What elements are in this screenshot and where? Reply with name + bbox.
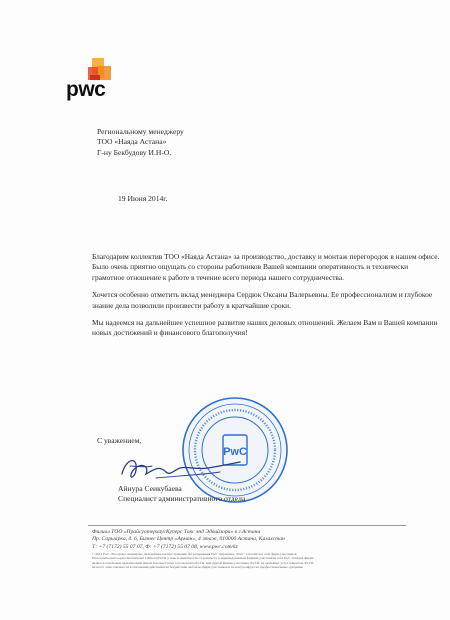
letter-date: 19 Июня 2014г. bbox=[118, 194, 168, 203]
signer-name: Айнура Сеикубаева bbox=[118, 484, 182, 493]
footer-contacts: Т: +7 (7172) 55 07 07, Ф: +7 (7172) 55 07 08, www.pwc.com/kz bbox=[92, 543, 238, 550]
footer-address bbox=[92, 529, 285, 551]
body-paragraph: Мы надеемся на дальнейшее успешное развитие наших деловых отношений. Желаем Вам и Вашей компании новых достижений и финансового благополучия! bbox=[92, 318, 438, 338]
footer-divider bbox=[88, 525, 406, 526]
body-paragraph: Хочется особенно отметить вклад менеджера Сердюк Оксаны Валерьевны. Ее профессионализм и глубокое знание дела позволили произвести работу в кратчайшие сроки. bbox=[92, 290, 433, 310]
legal-line: PricewaterhouseCoopers International Limited (PwCIL), или, в зависимости от контекста, к индивидуальным фирмам-участникам сети PwC. Каждая фирма bbox=[92, 556, 314, 561]
recipient-block bbox=[97, 127, 184, 158]
footer-legal-notice bbox=[92, 552, 412, 570]
footer-street: Пр. Сарыарка, д. 6, Бизнес Центр «Арман», 4 этаж, 010000 Астана, Казахстан bbox=[92, 536, 285, 543]
letter-body bbox=[92, 252, 440, 346]
signer-title: Специалист административного отдела bbox=[118, 494, 246, 503]
legal-line: является отдельным юридическим лицом и не выступает в роли агента PwCIL или другой фирмы-участника. PwCIL не оказывает услуг клиентам. PwCIL bbox=[92, 560, 315, 565]
recipient-position: Региональному менеджеру bbox=[97, 127, 184, 136]
recipient-company: ТОО «Наяда Астана» bbox=[97, 137, 167, 147]
handwritten-signature-icon bbox=[116, 448, 246, 488]
body-paragraph: Благодарим коллектив ТОО «Наяда Астана» за производство, доставку и монтаж перегородок в нашем офисе. Было очень приятно ощущать со стороны работников Вашей компании оперативность и технически грамотное отношение к работе в течение всего периода нашего сотрудничества. bbox=[92, 252, 440, 282]
recipient-name: Г-ну Бекбудову И.Н-О. bbox=[97, 147, 172, 157]
seal-center-text: PwC bbox=[223, 446, 247, 458]
logo-wordmark: pwc bbox=[66, 78, 106, 101]
legal-line: © 2012 PwC. Все права защищены. Дальнейшее распространение без разрешения PwC запрещено. "PwC" относится к сети фирм-участников bbox=[92, 552, 297, 556]
closing-phrase: С уважением, bbox=[97, 436, 142, 445]
signer-block bbox=[118, 484, 245, 504]
footer-company: Филиал ТОО «ПрайсуотерхаусКуперс Такс энд Эдвайзори» в г.Астана bbox=[92, 529, 261, 535]
legal-line: не несет ответственности в отношении действий или бездействия любой из фирм-участников и не контролирует их профессиональные суждения. bbox=[92, 565, 304, 570]
